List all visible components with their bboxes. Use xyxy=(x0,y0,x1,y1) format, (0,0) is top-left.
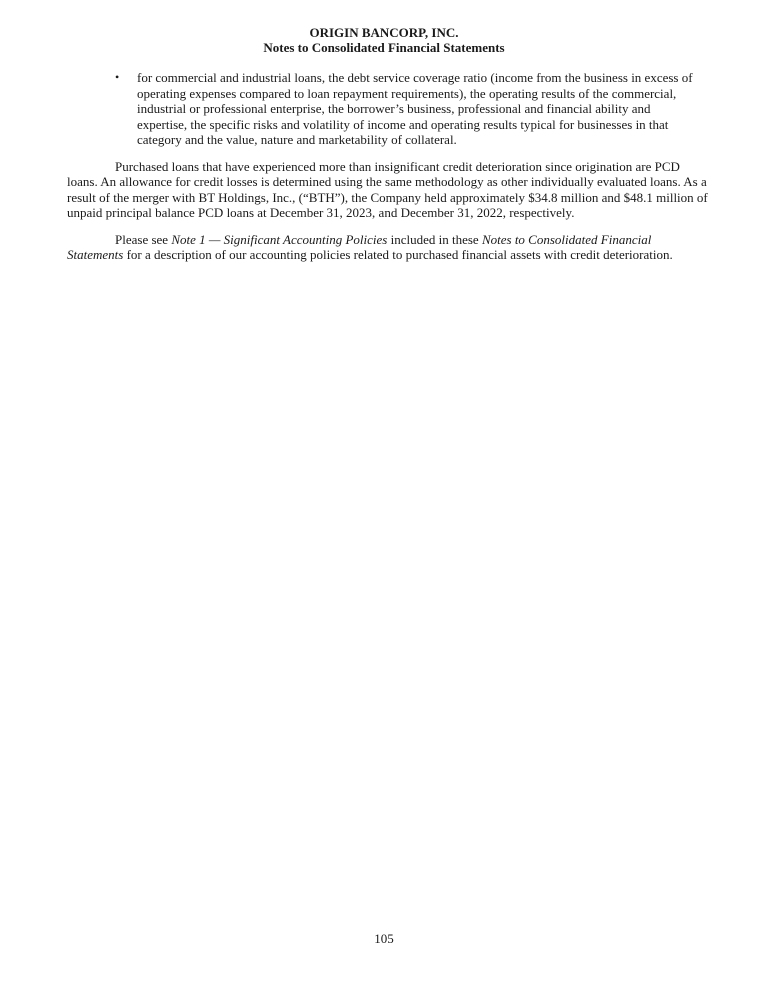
note-reference-lead: Please see xyxy=(115,231,172,247)
document-title: Notes to Consolidated Financial Statements xyxy=(263,39,505,55)
page-number: 105 xyxy=(374,931,394,946)
document-header xyxy=(0,0,768,55)
note-reference-mid: included in these xyxy=(387,231,482,247)
bullet-item-text: for commercial and industrial loans, the debt service coverage ratio (income from the business in excess of operating expenses compared to loan repayment requirements), the operating results of the commercial, industrial or professional enterprise, the borrower’s business, professional and financial ability and expertise, the specific risks and volatility of income and operating results typical for businesses in that category and the value, nature and marketability of collateral. xyxy=(137,70,693,147)
note-reference-tail: for a description of our accounting policies related to purchased financial assets with credit deterioration. xyxy=(123,247,673,262)
note1-title-reference: Note 1 — Significant Accounting Policies xyxy=(171,231,388,247)
paragraph-note-reference xyxy=(67,232,708,263)
paragraph-pcd-loans: Purchased loans that have experienced more than insignificant credit deterioration since origination are PCD loans. An allowance for credit losses is determined using the same methodology as other individually evaluated loans. As a result of the merger with BT Holdings, Inc., (“BTH”), the Company held approximately $34.8 million and $48.1 million of unpaid principal balance PCD loans at December 31, 2023, and December 31, 2022, respectively. xyxy=(67,158,708,220)
bullet-item xyxy=(115,70,708,148)
company-name: ORIGIN BANCORP, INC. xyxy=(309,25,459,40)
bullet-icon: • xyxy=(115,70,120,84)
page-content xyxy=(67,70,708,263)
notes-document-reference: Notes to Consolidated Financial Statements xyxy=(67,231,652,262)
